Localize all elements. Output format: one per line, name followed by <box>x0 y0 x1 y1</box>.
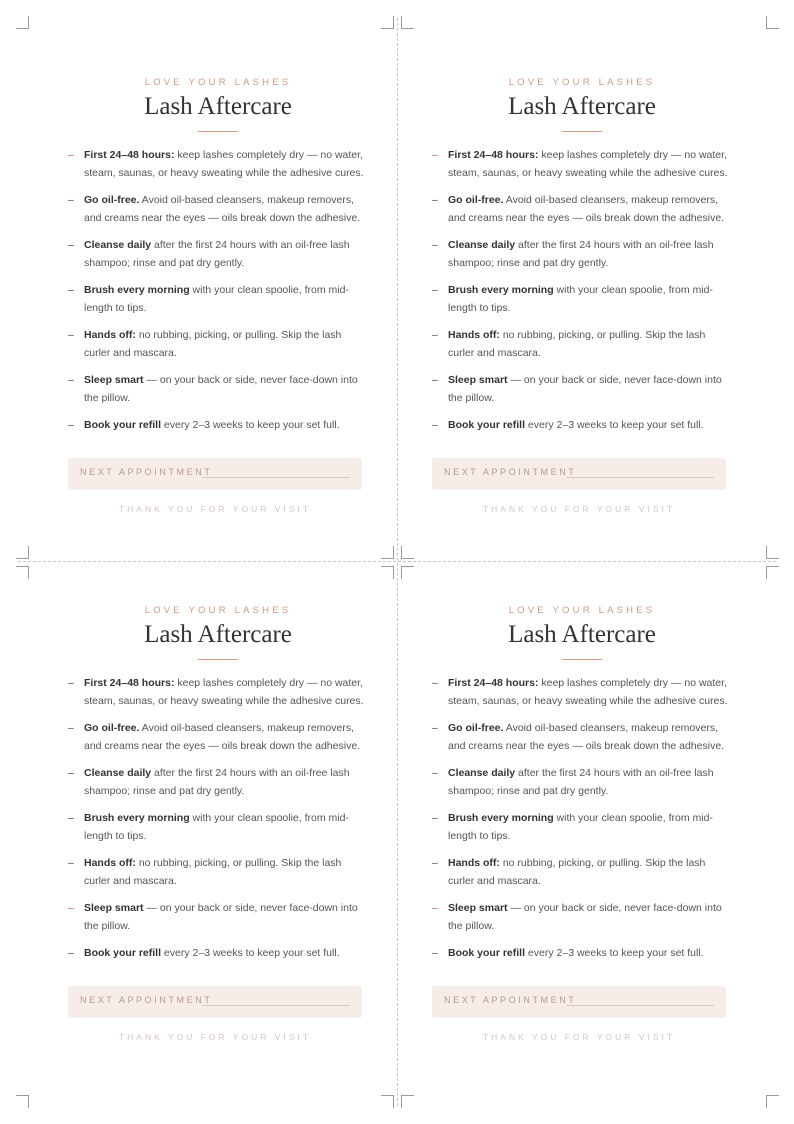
aftercare-tips-list <box>68 146 368 434</box>
card-title: Lash Aftercare <box>508 93 656 120</box>
tip-text: keep lashes completely dry — no water, steam, saunas, or heavy sweating while the adhesive cures. <box>84 149 364 179</box>
next-appointment-label: NEXT APPOINTMENT <box>444 995 577 1005</box>
title-divider <box>562 131 602 132</box>
list-item <box>432 674 732 710</box>
thank-you-note: THANK YOU FOR YOUR VISIT <box>118 1032 312 1042</box>
appointment-write-line[interactable] <box>202 477 350 478</box>
bullet-dash-icon: – <box>68 722 74 734</box>
list-item <box>68 416 368 434</box>
bullet-dash-icon: – <box>68 194 74 206</box>
vertical-cut-guide <box>397 18 398 1106</box>
tip-lead: Book your refill <box>448 419 526 431</box>
list-item <box>432 944 732 962</box>
list-item <box>68 944 368 962</box>
tip-lead: First 24–48 hours: <box>448 677 539 689</box>
list-item <box>432 719 732 755</box>
title-divider <box>198 131 238 132</box>
crop-mark <box>16 16 29 29</box>
card-title: Lash Aftercare <box>144 621 292 648</box>
tip-lead: Cleanse daily <box>448 239 516 251</box>
crop-mark <box>401 16 414 29</box>
bullet-dash-icon: – <box>432 677 438 689</box>
bullet-dash-icon: – <box>432 239 438 251</box>
crop-mark <box>381 546 394 559</box>
bullet-dash-icon: – <box>432 374 438 386</box>
card-kicker: LOVE YOUR LASHES <box>144 605 292 616</box>
thank-you-note: THANK YOU FOR YOUR VISIT <box>118 504 312 514</box>
crop-mark <box>381 566 394 579</box>
aftercare-card <box>432 76 732 566</box>
bullet-dash-icon: – <box>432 329 438 341</box>
tip-text: with your clean spoolie, from mid-length to tips. <box>448 284 713 314</box>
tip-lead: First 24–48 hours: <box>448 149 539 161</box>
aftercare-tips-list <box>68 674 368 962</box>
list-item <box>432 371 732 407</box>
tip-lead: Cleanse daily <box>448 767 516 779</box>
card-kicker: LOVE YOUR LASHES <box>144 77 292 88</box>
tip-text: every 2–3 weeks to keep your set full. <box>525 947 704 959</box>
crop-mark <box>16 546 29 559</box>
next-appointment-label: NEXT APPOINTMENT <box>80 467 213 477</box>
next-appointment-box <box>432 986 726 1018</box>
tip-text: — on your back or side, never face-down into the pillow. <box>84 902 358 932</box>
appointment-write-line[interactable] <box>566 477 714 478</box>
crop-mark <box>766 566 779 579</box>
list-item <box>68 674 368 710</box>
tip-lead: Cleanse daily <box>84 239 152 251</box>
tip-text: with your clean spoolie, from mid-length to tips. <box>84 812 349 842</box>
aftercare-card <box>68 604 368 1094</box>
thank-you-note: THANK YOU FOR YOUR VISIT <box>482 504 676 514</box>
crop-mark <box>401 546 414 559</box>
crop-mark <box>766 546 779 559</box>
bullet-dash-icon: – <box>68 284 74 296</box>
bullet-dash-icon: – <box>68 767 74 779</box>
tip-text: — on your back or side, never face-down into the pillow. <box>84 374 358 404</box>
tip-text: every 2–3 weeks to keep your set full. <box>161 419 340 431</box>
list-item <box>68 236 368 272</box>
next-appointment-label: NEXT APPOINTMENT <box>444 467 577 477</box>
tip-lead: Sleep smart <box>84 374 144 386</box>
tip-lead: Brush every morning <box>448 284 554 296</box>
list-item <box>432 281 732 317</box>
tip-lead: Hands off: <box>84 329 136 341</box>
bullet-dash-icon: – <box>432 857 438 869</box>
bullet-dash-icon: – <box>68 812 74 824</box>
tip-text: no rubbing, picking, or pulling. Skip the lash curler and mascara. <box>84 857 342 887</box>
crop-mark <box>766 16 779 29</box>
list-item <box>68 899 368 935</box>
tip-text: after the first 24 hours with an oil-free lash shampoo; rinse and pat dry gently. <box>448 767 714 797</box>
next-appointment-label: NEXT APPOINTMENT <box>80 995 213 1005</box>
bullet-dash-icon: – <box>68 857 74 869</box>
list-item <box>68 281 368 317</box>
tip-lead: Go oil-free. <box>448 194 504 206</box>
bullet-dash-icon: – <box>432 947 438 959</box>
bullet-dash-icon: – <box>432 767 438 779</box>
card-title: Lash Aftercare <box>508 621 656 648</box>
tip-lead: First 24–48 hours: <box>84 149 175 161</box>
bullet-dash-icon: – <box>68 947 74 959</box>
tip-lead: Hands off: <box>448 329 500 341</box>
tip-lead: Go oil-free. <box>448 722 504 734</box>
tip-lead: Sleep smart <box>448 902 508 914</box>
bullet-dash-icon: – <box>68 419 74 431</box>
bullet-dash-icon: – <box>432 194 438 206</box>
tip-lead: Cleanse daily <box>84 767 152 779</box>
tip-lead: Brush every morning <box>448 812 554 824</box>
list-item <box>68 719 368 755</box>
tip-text: with your clean spoolie, from mid-length to tips. <box>448 812 713 842</box>
list-item <box>432 191 732 227</box>
tip-text: after the first 24 hours with an oil-free lash shampoo; rinse and pat dry gently. <box>448 239 714 269</box>
tip-text: Avoid oil-based cleansers, makeup removers, and creams near the eyes — oils break down the adhesive. <box>84 722 361 752</box>
list-item <box>432 326 732 362</box>
appointment-write-line[interactable] <box>566 1005 714 1006</box>
bullet-dash-icon: – <box>432 902 438 914</box>
card-kicker: LOVE YOUR LASHES <box>508 77 656 88</box>
tip-text: — on your back or side, never face-down into the pillow. <box>448 374 722 404</box>
tip-lead: Book your refill <box>448 947 526 959</box>
crop-mark <box>401 1095 414 1108</box>
tip-text: Avoid oil-based cleansers, makeup removers, and creams near the eyes — oils break down the adhesive. <box>448 722 725 752</box>
tip-text: every 2–3 weeks to keep your set full. <box>525 419 704 431</box>
bullet-dash-icon: – <box>68 329 74 341</box>
list-item <box>68 326 368 362</box>
thank-you-note: THANK YOU FOR YOUR VISIT <box>482 1032 676 1042</box>
crop-mark <box>381 1095 394 1108</box>
list-item <box>432 809 732 845</box>
list-item <box>68 854 368 890</box>
tip-text: no rubbing, picking, or pulling. Skip the lash curler and mascara. <box>448 329 706 359</box>
tip-lead: Sleep smart <box>448 374 508 386</box>
tip-lead: Brush every morning <box>84 284 190 296</box>
tip-lead: Hands off: <box>84 857 136 869</box>
bullet-dash-icon: – <box>68 677 74 689</box>
bullet-dash-icon: – <box>68 149 74 161</box>
list-item <box>68 191 368 227</box>
crop-mark <box>766 1095 779 1108</box>
aftercare-tips-list <box>432 674 732 962</box>
tip-lead: Book your refill <box>84 947 162 959</box>
tip-text: keep lashes completely dry — no water, steam, saunas, or heavy sweating while the adhesive cures. <box>448 677 728 707</box>
tip-text: no rubbing, picking, or pulling. Skip the lash curler and mascara. <box>448 857 706 887</box>
list-item <box>432 899 732 935</box>
tip-lead: Book your refill <box>84 419 162 431</box>
bullet-dash-icon: – <box>68 902 74 914</box>
tip-text: after the first 24 hours with an oil-free lash shampoo; rinse and pat dry gently. <box>84 239 350 269</box>
list-item <box>68 809 368 845</box>
next-appointment-box <box>68 986 362 1018</box>
bullet-dash-icon: – <box>432 419 438 431</box>
list-item <box>432 236 732 272</box>
tip-text: keep lashes completely dry — no water, steam, saunas, or heavy sweating while the adhesive cures. <box>84 677 364 707</box>
bullet-dash-icon: – <box>432 812 438 824</box>
list-item <box>432 146 732 182</box>
card-title: Lash Aftercare <box>144 93 292 120</box>
tip-text: keep lashes completely dry — no water, steam, saunas, or heavy sweating while the adhesive cures. <box>448 149 728 179</box>
list-item <box>68 371 368 407</box>
next-appointment-box <box>432 458 726 490</box>
list-item <box>432 854 732 890</box>
tip-text: no rubbing, picking, or pulling. Skip the lash curler and mascara. <box>84 329 342 359</box>
aftercare-card <box>432 604 732 1094</box>
tip-text: with your clean spoolie, from mid-length to tips. <box>84 284 349 314</box>
list-item <box>432 764 732 800</box>
crop-mark <box>16 566 29 579</box>
tip-lead: Sleep smart <box>84 902 144 914</box>
list-item <box>68 764 368 800</box>
aftercare-tips-list <box>432 146 732 434</box>
list-item <box>68 146 368 182</box>
tip-lead: Go oil-free. <box>84 194 140 206</box>
aftercare-card <box>68 76 368 566</box>
title-divider <box>562 659 602 660</box>
tip-text: Avoid oil-based cleansers, makeup removers, and creams near the eyes — oils break down the adhesive. <box>84 194 361 224</box>
tip-lead: First 24–48 hours: <box>84 677 175 689</box>
title-divider <box>198 659 238 660</box>
tip-text: Avoid oil-based cleansers, makeup removers, and creams near the eyes — oils break down the adhesive. <box>448 194 725 224</box>
next-appointment-box <box>68 458 362 490</box>
bullet-dash-icon: – <box>432 722 438 734</box>
list-item <box>432 416 732 434</box>
bullet-dash-icon: – <box>432 284 438 296</box>
bullet-dash-icon: – <box>68 239 74 251</box>
card-kicker: LOVE YOUR LASHES <box>508 605 656 616</box>
tip-lead: Go oil-free. <box>84 722 140 734</box>
bullet-dash-icon: – <box>68 374 74 386</box>
crop-mark <box>381 16 394 29</box>
bullet-dash-icon: – <box>432 149 438 161</box>
tip-lead: Hands off: <box>448 857 500 869</box>
tip-text: every 2–3 weeks to keep your set full. <box>161 947 340 959</box>
tip-text: after the first 24 hours with an oil-free lash shampoo; rinse and pat dry gently. <box>84 767 350 797</box>
appointment-write-line[interactable] <box>202 1005 350 1006</box>
tip-lead: Brush every morning <box>84 812 190 824</box>
tip-text: — on your back or side, never face-down into the pillow. <box>448 902 722 932</box>
crop-mark <box>16 1095 29 1108</box>
crop-mark <box>401 566 414 579</box>
